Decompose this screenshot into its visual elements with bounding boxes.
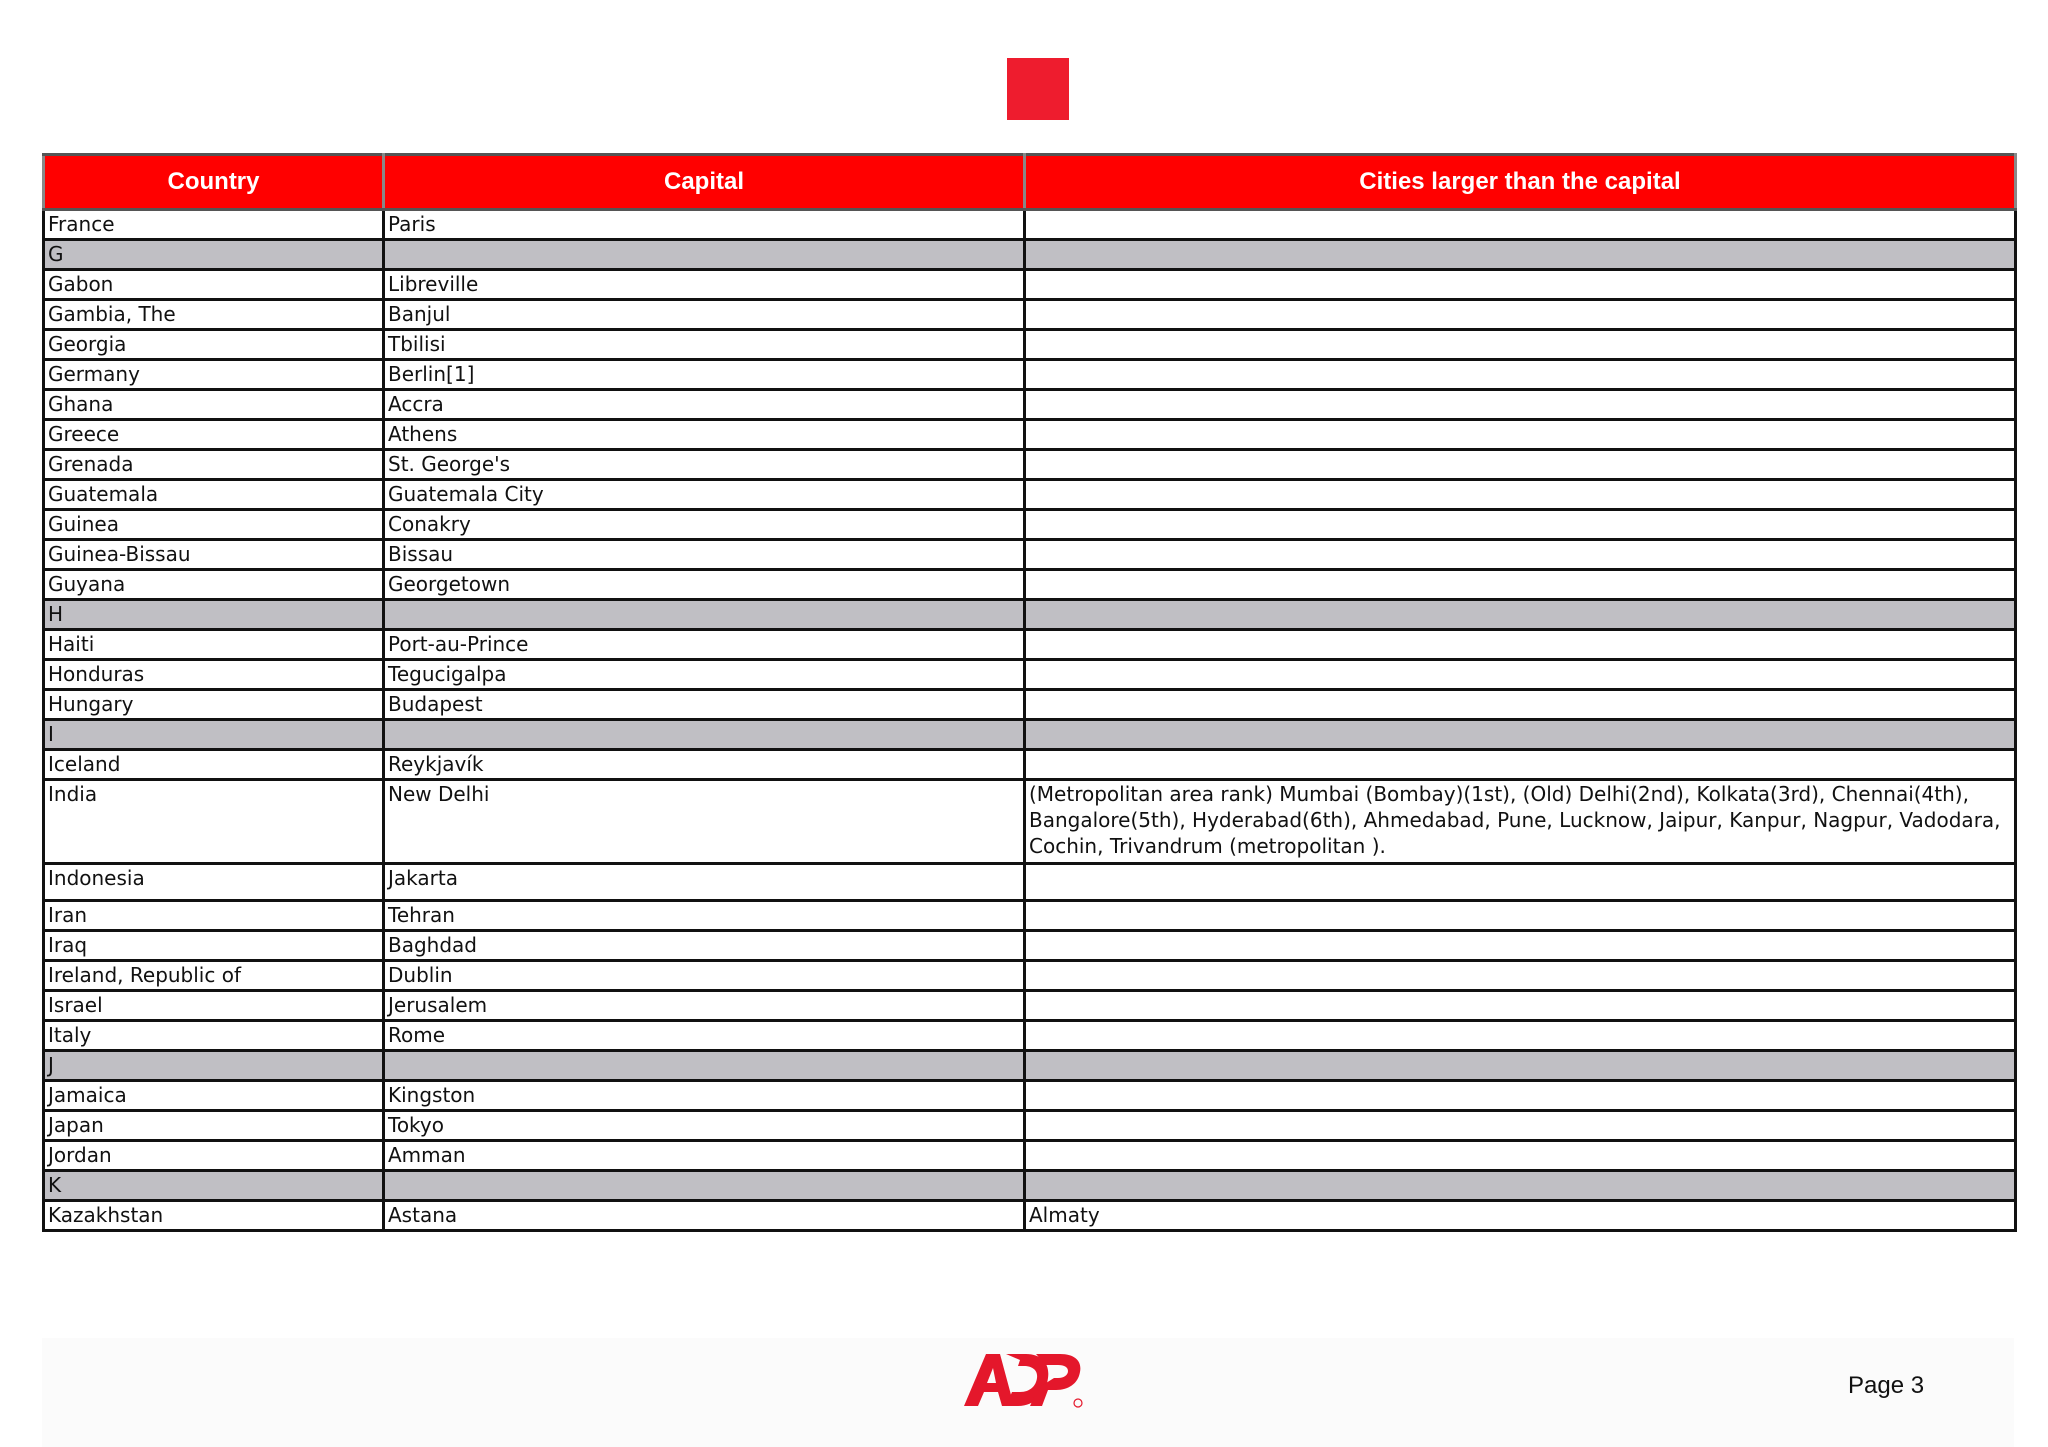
country-cell: Haiti [44,630,384,660]
letter-section-row [44,1171,2016,1201]
capital-cell: Budapest [384,690,1025,720]
country-cell: France [44,210,384,240]
table-row [44,300,2016,330]
column-header-capital: Capital [384,155,1025,210]
larger-cities-cell [1025,300,2016,330]
capital-cell [384,600,1025,630]
capital-cell: Guatemala City [384,480,1025,510]
letter-section-row [44,240,2016,270]
country-cell: Israel [44,991,384,1021]
table-row [44,901,2016,931]
table-row [44,961,2016,991]
table-row [44,1081,2016,1111]
table-row [44,570,2016,600]
country-cell: Jordan [44,1141,384,1171]
larger-cities-cell [1025,1111,2016,1141]
column-header-country: Country [44,155,384,210]
table-row [44,210,2016,240]
country-cell: Honduras [44,660,384,690]
larger-cities-cell [1025,1081,2016,1111]
table-row [44,360,2016,390]
country-cell: Iran [44,901,384,931]
capital-cell: Bissau [384,540,1025,570]
larger-cities-cell [1025,690,2016,720]
capital-cell: Kingston [384,1081,1025,1111]
capital-cell: Tokyo [384,1111,1025,1141]
letter-section-row [44,720,2016,750]
larger-cities-cell [1025,600,2016,630]
larger-cities-cell [1025,330,2016,360]
larger-cities-cell [1025,540,2016,570]
capital-cell: New Delhi [384,780,1025,864]
letter-section-row [44,600,2016,630]
capital-cell: Rome [384,1021,1025,1051]
capital-cell [384,1171,1025,1201]
larger-cities-cell [1025,210,2016,240]
country-cell: K [44,1171,384,1201]
capital-cell: Athens [384,420,1025,450]
larger-cities-cell [1025,420,2016,450]
table-row [44,931,2016,961]
table-row [44,1201,2016,1231]
red-square-logo-mark [1007,58,1069,120]
capital-cell: Jakarta [384,864,1025,901]
letter-section-row [44,1051,2016,1081]
larger-cities-cell [1025,931,2016,961]
larger-cities-cell [1025,1141,2016,1171]
table-row [44,420,2016,450]
country-cell: Indonesia [44,864,384,901]
capital-cell: Tegucigalpa [384,660,1025,690]
capitals-table [42,153,2017,1232]
capital-cell: Astana [384,1201,1025,1231]
capital-cell: St. George's [384,450,1025,480]
country-cell: Kazakhstan [44,1201,384,1231]
larger-cities-cell: (Metropolitan area rank) Mumbai (Bombay)(1st), (Old) Delhi(2nd), Kolkata(3rd), Chennai(4th), Bangalore(5th), Hyderabad(6th), Ahmedabad, Pune, Lucknow, Jaipur, Kanpur, Nagpur, Vadodara, Cochin, Trivandrum (metropolitan ). [1025,780,2016,864]
larger-cities-cell [1025,1051,2016,1081]
capital-cell: Berlin[1] [384,360,1025,390]
country-cell: Jamaica [44,1081,384,1111]
country-cell: Ghana [44,390,384,420]
table-row [44,450,2016,480]
country-cell: Gambia, The [44,300,384,330]
capital-cell [384,720,1025,750]
country-cell: Hungary [44,690,384,720]
capital-cell: Jerusalem [384,991,1025,1021]
table-row [44,991,2016,1021]
capital-cell: Reykjavík [384,750,1025,780]
larger-cities-cell [1025,390,2016,420]
table-row [44,864,2016,901]
column-header-larger-cities: Cities larger than the capital [1025,155,2016,210]
country-cell: Georgia [44,330,384,360]
country-cell: G [44,240,384,270]
country-cell: Greece [44,420,384,450]
country-cell: Guinea [44,510,384,540]
larger-cities-cell: Almaty [1025,1201,2016,1231]
capital-cell [384,240,1025,270]
country-cell: Italy [44,1021,384,1051]
larger-cities-cell [1025,480,2016,510]
larger-cities-cell [1025,360,2016,390]
table-row [44,270,2016,300]
country-cell: J [44,1051,384,1081]
capital-cell: Baghdad [384,931,1025,961]
larger-cities-cell [1025,660,2016,690]
larger-cities-cell [1025,1021,2016,1051]
page-number: Page 3 [1848,1372,1925,1399]
larger-cities-cell [1025,270,2016,300]
table-row [44,660,2016,690]
country-cell: India [44,780,384,864]
larger-cities-cell [1025,450,2016,480]
larger-cities-cell [1025,991,2016,1021]
capital-cell: Amman [384,1141,1025,1171]
table-row [44,690,2016,720]
capital-cell: Accra [384,390,1025,420]
country-cell: H [44,600,384,630]
table-row [44,480,2016,510]
table-row [44,540,2016,570]
table-row [44,750,2016,780]
capital-cell: Port-au-Prince [384,630,1025,660]
larger-cities-cell [1025,864,2016,901]
larger-cities-cell [1025,240,2016,270]
table-row [44,1111,2016,1141]
larger-cities-cell [1025,720,2016,750]
larger-cities-cell [1025,901,2016,931]
capital-cell: Conakry [384,510,1025,540]
table-row [44,1141,2016,1171]
capital-cell: Dublin [384,961,1025,991]
country-cell: Guinea-Bissau [44,540,384,570]
adp-logo [960,1348,1090,1410]
table-row [44,780,2016,864]
table-row [44,1021,2016,1051]
capital-cell: Libreville [384,270,1025,300]
country-cell: Japan [44,1111,384,1141]
country-cell: Guatemala [44,480,384,510]
country-cell: Germany [44,360,384,390]
larger-cities-cell [1025,570,2016,600]
table-row [44,630,2016,660]
country-cell: Ireland, Republic of [44,961,384,991]
capital-cell: Paris [384,210,1025,240]
larger-cities-cell [1025,750,2016,780]
capital-cell [384,1051,1025,1081]
capital-cell: Banjul [384,300,1025,330]
country-cell: Grenada [44,450,384,480]
table-row [44,330,2016,360]
larger-cities-cell [1025,961,2016,991]
larger-cities-cell [1025,1171,2016,1201]
country-cell: Iceland [44,750,384,780]
country-cell: Gabon [44,270,384,300]
capital-cell: Georgetown [384,570,1025,600]
table-row [44,390,2016,420]
larger-cities-cell [1025,510,2016,540]
capital-cell: Tehran [384,901,1025,931]
table-body [44,210,2016,1231]
larger-cities-cell [1025,630,2016,660]
country-cell: Guyana [44,570,384,600]
country-cell: I [44,720,384,750]
country-cell: Iraq [44,931,384,961]
table-header-row [44,155,2016,210]
capital-cell: Tbilisi [384,330,1025,360]
table-row [44,510,2016,540]
